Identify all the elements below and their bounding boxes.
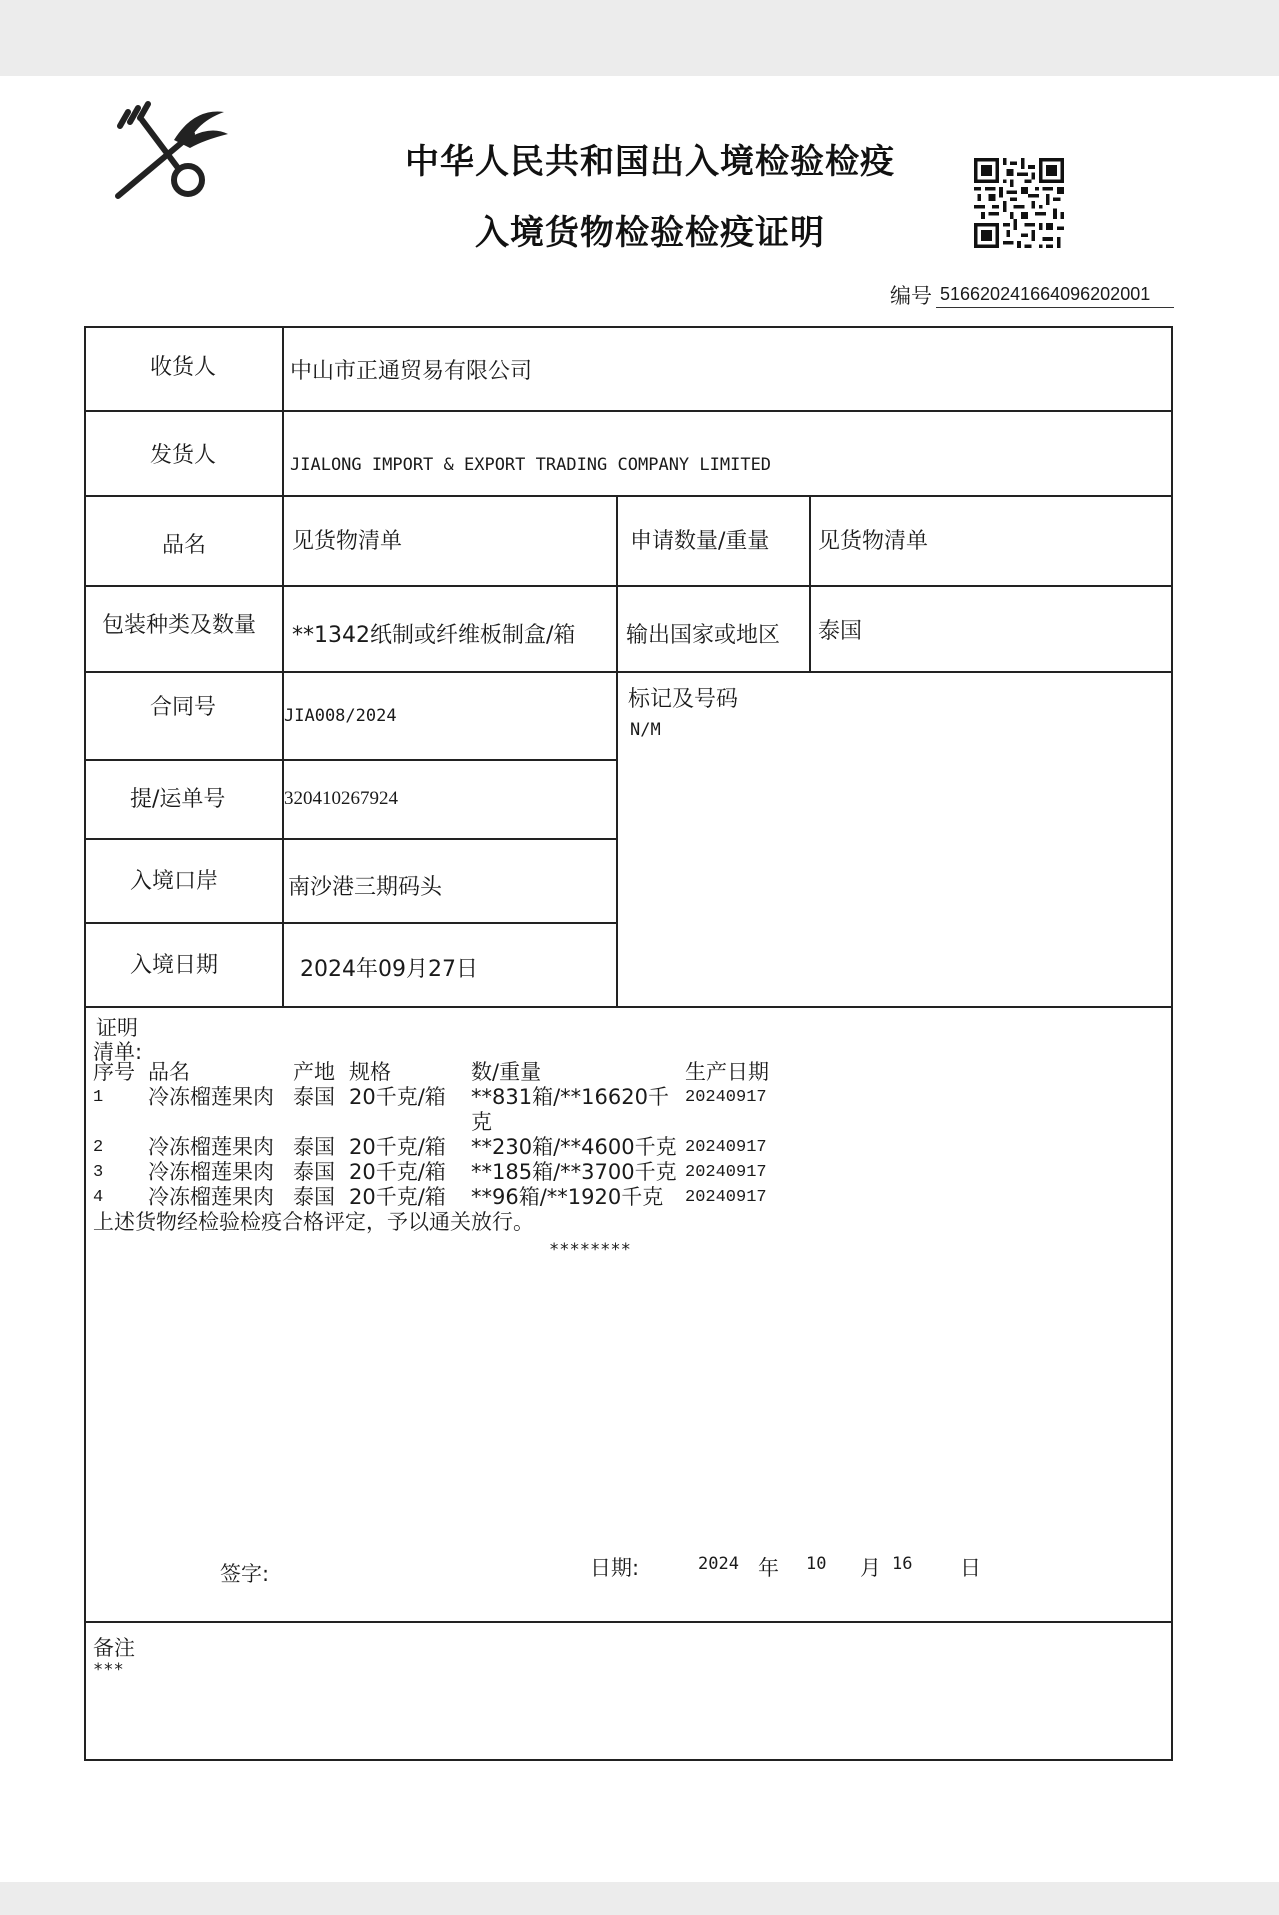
col-origin: 产地 — [293, 1060, 335, 1084]
package-label: 包装种类及数量 — [102, 613, 257, 638]
col-spec: 规格 — [349, 1060, 391, 1084]
cert-stars: ******** — [549, 1240, 631, 1260]
sign-month: 10 — [806, 1554, 827, 1574]
row-qty: **831箱/**16620千克 — [471, 1085, 669, 1134]
row-name: 冷冻榴莲果肉 — [148, 1085, 274, 1109]
serial-label: 编号 — [890, 284, 932, 308]
row-spec: 20千克/箱 — [349, 1185, 446, 1209]
qr-code — [974, 158, 1064, 248]
table-row — [93, 1160, 767, 1185]
bl-value: 320410267924 — [284, 788, 398, 809]
shipper-label: 发货人 — [150, 443, 217, 468]
row-name: 冷冻榴莲果肉 — [148, 1160, 274, 1184]
shipper-value: JIALONG IMPORT & EXPORT TRADING COMPANY LIMITED — [290, 455, 772, 475]
sign-label: 签字: — [220, 1562, 270, 1586]
table-row — [93, 1085, 767, 1135]
consignee-value: 中山市正通贸易有限公司 — [290, 359, 533, 384]
sign-day-unit: 日 — [960, 1556, 981, 1580]
row-spec: 20千克/箱 — [349, 1160, 446, 1184]
serial-number — [890, 280, 1174, 311]
row-origin: 泰国 — [293, 1160, 335, 1184]
marks-value: N/M — [630, 720, 661, 740]
row-spec: 20千克/箱 — [349, 1135, 446, 1159]
table-row — [93, 1185, 767, 1210]
goods-list-header — [93, 1060, 769, 1085]
remarks-value: *** — [93, 1660, 124, 1680]
col-date: 生产日期 — [685, 1060, 769, 1084]
origin-label: 输出国家或地区 — [626, 623, 781, 648]
remarks-label: 备注 — [93, 1636, 135, 1660]
col-qty: 数/重量 — [471, 1060, 542, 1084]
date-label: 入境日期 — [130, 953, 219, 978]
sign-date-label: 日期: — [590, 1556, 640, 1580]
goods-label: 品名 — [162, 533, 207, 558]
port-label: 入境口岸 — [130, 869, 219, 894]
main-table — [84, 326, 1173, 1761]
row-no: 4 — [93, 1188, 104, 1207]
row-name: 冷冻榴莲果肉 — [148, 1135, 274, 1159]
cert-heading: 证明 — [96, 1016, 138, 1040]
goods-list — [93, 1060, 769, 1235]
port-value: 南沙港三期码头 — [288, 875, 443, 900]
row-origin: 泰国 — [293, 1085, 335, 1109]
date-value: 2024年09月27日 — [300, 957, 478, 982]
row-qty: **96箱/**1920千克 — [471, 1185, 664, 1209]
row-spec: 20千克/箱 — [349, 1085, 446, 1109]
row-date: 20240917 — [685, 1138, 767, 1157]
goods-value: 见货物清单 — [292, 529, 403, 554]
sign-year: 2024 — [698, 1554, 739, 1574]
qty-value: 见货物清单 — [818, 529, 929, 554]
cert-statement: 上述货物经检验检疫合格评定，予以通关放行。 — [93, 1210, 534, 1234]
row-date: 20240917 — [685, 1088, 767, 1107]
col-name: 品名 — [148, 1060, 190, 1084]
sign-month-unit: 月 — [860, 1556, 881, 1580]
row-no: 2 — [93, 1138, 104, 1157]
col-no: 序号 — [93, 1060, 135, 1084]
cert-list-label: 清单: — [93, 1040, 143, 1064]
serial-value: 516620241664096202001 — [936, 284, 1174, 308]
sign-day: 16 — [892, 1554, 913, 1574]
row-date: 20240917 — [685, 1163, 767, 1182]
row-origin: 泰国 — [293, 1185, 335, 1209]
row-no: 3 — [93, 1163, 104, 1182]
title-line1: 中华人民共和国出入境检验检疫 — [405, 142, 895, 182]
row-qty: **230箱/**4600千克 — [471, 1135, 677, 1159]
title-line2: 入境货物检验检疫证明 — [475, 213, 825, 253]
table-row — [93, 1135, 767, 1160]
consignee-label: 收货人 — [150, 355, 217, 380]
contract-label: 合同号 — [150, 695, 217, 720]
row-qty: **185箱/**3700千克 — [471, 1160, 677, 1184]
customs-emblem-icon — [112, 100, 232, 212]
marks-label: 标记及号码 — [628, 687, 739, 712]
row-no: 1 — [93, 1088, 104, 1107]
bl-label: 提/运单号 — [130, 787, 226, 812]
row-name: 冷冻榴莲果肉 — [148, 1185, 274, 1209]
qty-label: 申请数量/重量 — [630, 529, 770, 554]
contract-value: JIA008/2024 — [284, 706, 397, 726]
row-origin: 泰国 — [293, 1135, 335, 1159]
package-value: **1342纸制或纤维板制盒/箱 — [292, 623, 576, 648]
sign-year-unit: 年 — [758, 1556, 779, 1580]
row-date: 20240917 — [685, 1188, 767, 1207]
origin-value: 泰国 — [818, 619, 863, 644]
